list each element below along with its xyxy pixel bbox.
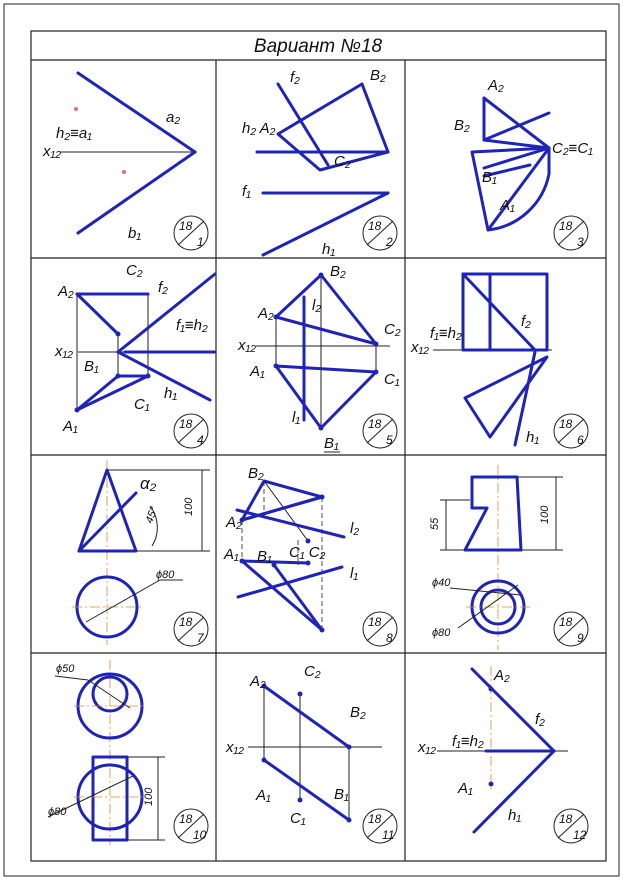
label-A1: A₁ [63,418,78,435]
label-A2: A₂ [258,305,274,322]
label-f2: f₂ [158,279,168,296]
label-dim100: 100 [539,505,551,524]
stamp-variant: 18 [179,812,193,826]
point-A2 [274,315,279,320]
marker-dot [74,107,78,111]
problem-3 [454,77,593,230]
problem-6 [410,274,552,446]
line-a1c1 [242,561,308,563]
label-A2: A₂ [58,283,74,300]
stamp-number: 7 [197,631,204,645]
label-C1: C₁ [290,810,306,827]
label-B2: B₂ [370,67,386,84]
label-A2: A₂ [250,673,266,690]
stamp-4 [174,414,208,448]
problem-12 [417,666,568,832]
label-a2: a₂ [166,109,181,126]
stamp-number: 5 [386,433,393,447]
label-dim100: 100 [183,497,195,516]
label-l2: l₂ [350,520,360,537]
label-l1: l₁ [350,565,359,582]
line-b1 [78,152,195,233]
label-h2A2: h₂ A₂ [242,120,276,137]
stamp-variant: 18 [179,417,193,431]
stamp-variant: 18 [179,219,193,233]
label-C1: C₁ [384,371,400,388]
label-dim55: 55 [429,517,441,530]
label-C2: C₂ [384,321,401,338]
stamp-number: 6 [577,433,584,447]
stamp-variant: 18 [559,417,573,431]
stamp-3 [554,216,588,250]
line-23 [484,113,549,140]
point [240,559,245,564]
part-profile [465,477,521,550]
label-f2: f₂ [290,69,300,86]
label-B2: B₂ [248,465,264,482]
label-A1: A₁ [458,780,473,797]
label-h1: h₁ [164,385,178,402]
label-h1: h₁ [526,429,540,446]
label-l2: l₂ [312,297,322,314]
point-B1 [319,426,324,431]
triangle-abc2 [484,98,549,148]
label-f1h2: f₁≡h₂ [430,325,462,342]
point-C1 [298,798,303,803]
label-A1: A₁ [224,546,239,563]
label-x12: x₁₂ [238,337,256,354]
point [306,561,311,566]
label-B1: B₁ [324,435,339,452]
stamp-number: 10 [193,828,207,842]
label-x12: x₁₂ [55,343,73,360]
point-A1 [262,758,267,763]
label-A2: A₂ [488,77,504,94]
stamp-variant: 18 [559,219,573,233]
stamp-variant: 18 [368,417,382,431]
label-B2: B₂ [330,263,346,280]
label-l1: l₁ [292,409,301,426]
label-x12: x₁₂ [418,739,436,756]
line-l2 [237,510,344,537]
stamp-number: 8 [386,631,393,645]
stamp-number: 12 [573,828,587,842]
label-A1: A₁ [250,363,265,380]
diameter-shelf [55,676,88,680]
label-A2: A₂ [226,514,242,531]
label-B2: B₂ [350,704,366,721]
point [320,495,325,500]
label-B1: B₁ [482,169,497,186]
label-C2: C₂ [304,663,321,680]
triangle-abc1 [276,366,376,428]
point [272,563,277,568]
label-phi80: ϕ80 [156,569,175,581]
triangle-cone [79,470,136,551]
line-f2 [472,669,554,751]
label-A1: A₁ [256,787,271,804]
stamp-7 [174,612,208,646]
label-C1C2: C₁ C₂ [289,544,326,561]
label-C1: C₁ [134,396,150,413]
label-C2: C₂ [126,262,143,279]
label-A1: A₁ [500,197,515,214]
label-phi40: ϕ40 [432,577,451,589]
line-a1b1 [242,561,322,630]
stamp-variant: 18 [368,615,382,629]
stamp-number: 11 [382,828,395,842]
label-phi80: ϕ80 [48,806,67,818]
cell-grid [31,60,606,861]
point-A1 [274,364,279,369]
stamp-variant: 18 [559,615,573,629]
problem-10 [48,660,165,845]
diameter-leader [86,580,160,622]
label-B1: B₁ [84,358,99,375]
point-A1 [489,782,494,787]
label-x12: x₁₂ [411,339,429,356]
stamp-variant: 18 [368,219,382,233]
point-C2 [374,342,379,347]
label-f2: f₂ [521,313,531,330]
label-B1: B₁ [257,548,272,565]
line-a2b2 [77,294,118,334]
sheet-title: Вариант №18 [253,36,383,57]
stamp-1 [174,216,208,250]
label-h2a1: h₂≡a₁ [56,125,92,142]
point-C2 [298,692,303,697]
line-f2 [463,274,535,350]
label-f1h2: f₁≡h₂ [176,317,208,334]
label-C2: C₂ [334,153,351,170]
problem-11 [225,663,382,827]
stamp-number: 9 [577,631,584,645]
stamp-variant: 18 [559,812,573,826]
problem-1 [42,73,195,242]
label-h1: h₁ [508,807,522,824]
label-B2: B₂ [454,117,470,134]
problem-8 [223,465,359,633]
label-phi80: ϕ80 [432,627,451,639]
label-phi50: ϕ50 [56,663,75,675]
label-f2: f₂ [535,711,545,728]
marker-dot [122,170,126,174]
point-B2 [319,273,324,278]
point [320,628,325,633]
label-h1: h₁ [322,241,336,258]
stamp-number: 3 [577,235,584,249]
point-C1 [146,374,151,379]
label-b1: b₁ [128,225,142,242]
label-C2C1: C₂≡C₁ [552,140,593,157]
point-C1 [374,370,379,375]
stamp-variant: 18 [179,615,193,629]
stamp-8 [363,612,397,646]
stamp-number: 1 [197,235,204,249]
point [306,539,311,544]
stamp-variant: 18 [368,812,382,826]
problem-4 [54,262,215,435]
line-a2b2 [264,686,349,747]
stamp-12 [554,809,588,843]
stamp-9 [554,612,588,646]
label-f1: f₁ [242,183,251,200]
stamp-2 [363,216,397,250]
label-angle: 45° [143,505,161,526]
label-alpha2: α₂ [140,474,157,493]
point-B1 [116,374,121,379]
label-dim100: 100 [143,787,155,806]
problem-9 [429,465,563,650]
stamp-number: 2 [386,235,393,249]
point-B1 [347,818,352,823]
point-B2 [347,745,352,750]
label-x12: x₁₂ [43,143,61,160]
label-f1h2: f₁≡h₂ [452,733,484,750]
point-A2 [489,687,494,692]
triangle-projection [465,357,547,437]
label-A2: A₂ [494,667,510,684]
point-A1 [75,408,80,413]
stamp-11 [363,809,397,843]
point-B2 [116,332,121,337]
stamp-5 [363,414,397,448]
stamp-10 [174,809,208,843]
triangle-abc2 [276,275,376,344]
triangle-abc2 [278,84,388,170]
label-B1: B₁ [334,786,349,803]
label-x12: x₁₂ [226,739,244,756]
stamp-6 [554,414,588,448]
stamp-number: 4 [197,433,204,447]
